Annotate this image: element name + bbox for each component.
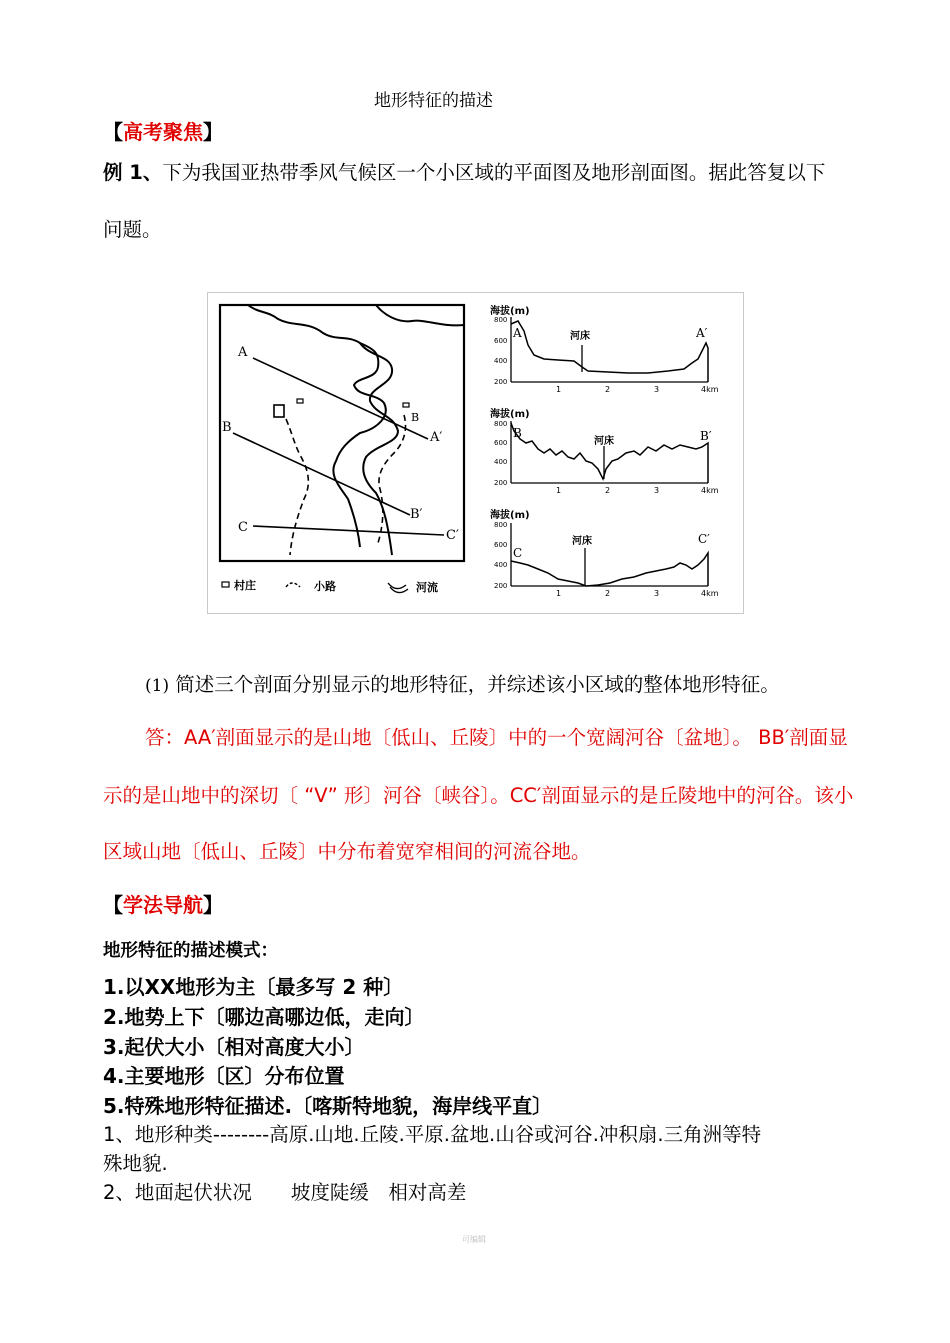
bracket-open: 【 — [103, 120, 123, 144]
page-footer: 可编辑 — [462, 1235, 486, 1244]
village-marker — [403, 403, 409, 407]
question-number: (1) — [145, 676, 170, 696]
profile-aa — [490, 304, 719, 394]
profile-cc-river-label: 河床 — [572, 536, 592, 547]
trail-east — [378, 415, 406, 543]
guide-heading: 地形特征的描述模式： — [103, 941, 278, 961]
legend-village-icon — [222, 582, 229, 587]
profile-bb-xtick-4km: 4km — [701, 486, 719, 495]
profile-aa-xtick-1: 1 — [556, 385, 562, 394]
section-heading-gaokao — [103, 116, 223, 145]
profile-aa-ylabel: 海拔(m) — [490, 306, 530, 317]
answer-line-1: 答：AA′剖面显示的是山地〔低山、丘陵〕中的一个宽阔河谷〔盆地〕。 BB′剖面显 — [145, 726, 848, 749]
profile-aa-start-label: A — [513, 326, 522, 340]
profile-aa-end-label: A′ — [696, 326, 708, 340]
trail-west — [286, 419, 308, 555]
legend-trail-label: 小路 — [314, 580, 336, 593]
map-label-c-prime: C′ — [446, 528, 459, 543]
profile-bb — [490, 407, 719, 495]
village-marker — [274, 405, 284, 417]
profile-cc-xtick-3: 3 — [654, 589, 660, 598]
river-east-bank — [360, 343, 398, 555]
question-text: 简述三个剖面分别显示的地形特征，并综述该小区域的整体地形特征。 — [175, 673, 780, 696]
profile-cc-xtick-2: 2 — [605, 589, 611, 598]
map-label-b-prime: B′ — [410, 507, 423, 522]
profile-bb-ylabel: 海拔(m) — [490, 409, 530, 420]
river-west-bank — [248, 305, 386, 547]
profile-cc-ylabel: 海拔(m) — [490, 510, 530, 521]
profile-cc — [490, 508, 719, 598]
answer-line-2: 示的是山地中的深切〔 “V” 形〕河谷〔峡谷〕。CC′剖面显示的是丘陵地中的河谷。该小 — [103, 784, 854, 807]
profile-cc-end-label: C′ — [698, 532, 710, 546]
guide-item-1: 1.以XX地形为主〔最多写 2 种〕 — [103, 975, 404, 999]
profile-aa-ytick-400: 400 — [494, 357, 508, 365]
profile-bb-xtick-2: 2 — [605, 486, 611, 495]
profile-bb-ytick-800: 800 — [494, 420, 508, 428]
profile-aa-ytick-600: 600 — [494, 337, 508, 345]
profile-aa-ytick-200: 200 — [494, 378, 508, 386]
profile-cc-xtick-4km: 4km — [701, 589, 719, 598]
profile-line-aa — [253, 358, 428, 439]
bracket-open: 【 — [103, 893, 123, 917]
legend-trail-icon — [286, 583, 300, 587]
example-line-1 — [103, 157, 825, 185]
guide-line-6b: 殊地貌. — [103, 1152, 168, 1175]
bracket-close: 】 — [203, 893, 223, 917]
guide-item-2: 2.地势上下〔哪边高哪边低，走向〕 — [103, 1005, 425, 1029]
profile-bb-ytick-400: 400 — [494, 458, 508, 466]
guide-line-6a: 1、地形种类--------高原.山地.丘陵.平原.盆地.山谷或河谷.冲积扇.三角洲等特 — [103, 1123, 762, 1146]
example-text-1: 下为我国亚热带季风气候区一个小区域的平面图及地形剖面图。据此答复以下 — [162, 161, 826, 184]
profile-cc-start-label: C — [513, 546, 523, 560]
profile-aa-ytick-800: 800 — [494, 316, 508, 324]
page-title: 地形特征的描述 — [374, 91, 493, 111]
profile-aa-xtick-3: 3 — [654, 385, 660, 394]
profile-line-cc — [253, 526, 444, 535]
profile-cc-xtick-1: 1 — [556, 589, 562, 598]
guide-item-3: 3.起伏大小〔相对高度大小〕 — [103, 1035, 365, 1059]
profile-cc-ytick-800: 800 — [494, 521, 508, 529]
profile-bb-river-label: 河床 — [594, 436, 614, 447]
legend-village-label: 村庄 — [234, 579, 256, 592]
guide-item-4: 4.主要地形〔区〕分布位置 — [103, 1064, 345, 1088]
profile-bb-xtick-3: 3 — [654, 486, 660, 495]
profile-cc-ytick-400: 400 — [494, 561, 508, 569]
map-label-b-small: B — [411, 411, 420, 424]
profile-bb-end-label: B′ — [700, 429, 712, 443]
map-label-b: B — [222, 420, 232, 435]
example-line-2: 问题。 — [103, 218, 162, 241]
map-frame — [220, 305, 464, 561]
profile-aa-river-label: 河床 — [570, 331, 590, 342]
guide-line-7: 2、地面起伏状况 坡度陡缓 相对高差 — [103, 1181, 467, 1204]
profile-bb-start-label: B — [513, 426, 522, 440]
map-label-c: C — [238, 520, 248, 535]
legend-river-label: 河流 — [416, 581, 438, 594]
section-label: 学法导航 — [123, 893, 203, 917]
profile-bb-line — [511, 423, 708, 483]
river-north — [376, 305, 464, 325]
village-marker — [297, 399, 303, 403]
terrain-figure-svg — [208, 293, 743, 613]
guide-item-5: 5.特殊地形特征描述.〔喀斯特地貌，海岸线平直〕 — [103, 1094, 553, 1118]
profile-cc-ytick-600: 600 — [494, 541, 508, 549]
bracket-close: 】 — [203, 120, 223, 144]
map-label-a: A — [238, 345, 248, 360]
profile-cc-ytick-200: 200 — [494, 582, 508, 590]
map-label-a-prime: A′ — [430, 430, 443, 445]
profile-aa-xtick-4km: 4km — [701, 385, 719, 394]
terrain-figure — [207, 292, 744, 614]
answer-line-3: 区域山地〔低山、丘陵〕中分布着宽窄相间的河流谷地。 — [103, 840, 591, 863]
profile-cc-line — [511, 553, 708, 586]
example-label: 例 1、 — [103, 161, 163, 184]
profile-bb-ytick-600: 600 — [494, 439, 508, 447]
profile-bb-ytick-200: 200 — [494, 479, 508, 487]
profile-bb-xtick-1: 1 — [556, 486, 562, 495]
section-heading-method — [103, 889, 223, 918]
profile-aa-line — [511, 321, 708, 382]
question-1 — [145, 669, 780, 697]
profile-aa-xtick-2: 2 — [605, 385, 611, 394]
section-label: 高考聚焦 — [123, 120, 203, 144]
